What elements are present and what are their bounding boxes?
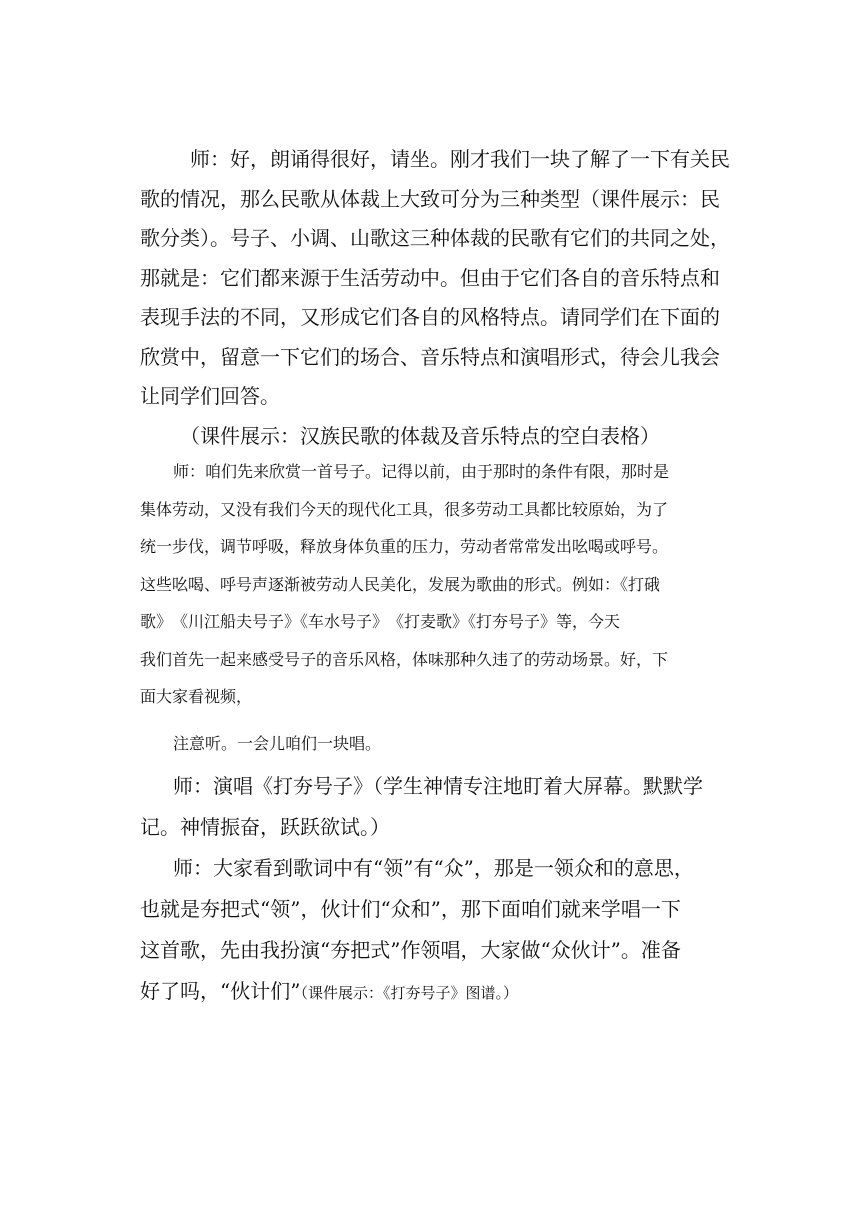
text-line: 歌分类）。号子、小调、山歌这三种体裁的民歌有它们的共同之处， (140, 226, 730, 250)
text-line: 师：好，朗诵得很好，请坐。刚才我们一块了解了一下有关民 (190, 147, 730, 171)
text-line: 歌的情况，那么民歌从体裁上大致可分为三种类型（课件展示：民 (140, 186, 720, 211)
text-line: 歌》 《川江船夫号子》《车水号子》 《打麦歌》《打夯号子》等，今天 (140, 612, 621, 631)
text-line: 也就是夯把式“领”，伙计们“众和”，那下面咱们就来学唱一下 (140, 897, 681, 921)
text-line: （课件展示：汉族民歌的体裁及音乐特点的空白表格） (180, 424, 660, 448)
text-line: 让同学们回答。 (140, 384, 280, 408)
text-line: 师：咱们先来欣赏一首号子。记得以前，由于那时的条件有限，那时是 (173, 462, 670, 481)
text-line: 师：大家看到歌词中有“领”有“众”，那是一领众和的意思， (173, 856, 694, 880)
text-line: 记。神情振奋，跃跃欲试。） (140, 815, 390, 839)
paragraph-haozi-intro (140, 453, 720, 716)
text-line: 欣赏中，留意一下它们的场合、音乐特点和演唱形式，待会儿我会 (140, 344, 720, 369)
paragraph-teacher-intro (140, 140, 730, 417)
text-line: 这首歌，先由我扮演“夯把式”作领唱，大家做“众伙计”。准备 (140, 938, 681, 962)
text-line: 统一步伐，调节呼吸，释放身体负重的压力，劳动者常常发出吆喝或呼号。 (140, 537, 669, 556)
text-line: 表现手法的不同，又形成它们各自的风格特点。请同学们在下面的 (140, 305, 720, 329)
courseware-note: （课件展示：《打夯号子》图谱。） (300, 984, 518, 1002)
paragraph-courseware-table-note (140, 417, 720, 457)
text-line: 面大家看视频， (140, 687, 253, 706)
text-line: 师：演唱《打夯号子》（学生神情专注地盯着大屏幕。默默学 (173, 774, 703, 798)
text-line: 那就是：它们都来源于生活劳动中。但由于它们各自的音乐特点和 (140, 265, 720, 290)
paragraph-listen-note (140, 725, 720, 763)
text-line: 注意听。一会儿咱们一块唱。 (173, 734, 382, 753)
text-line: 我们首先一起来感受号子的音乐风格，体味那种久违了的劳动场景。好，下 (140, 649, 669, 669)
text-line-final (140, 971, 720, 1012)
paragraph-lead-and-chorus (140, 848, 720, 1012)
paragraph-sing-daben (140, 766, 720, 848)
text-line: 这些吆喝、呼号声逐渐被劳动人民美化，发展为歌曲的形式。例如：《打硪 (140, 574, 661, 594)
final-line-text: 好了吗，“伙计们” (140, 979, 301, 1003)
text-line: 集体劳动，又没有我们今天的现代化工具，很多劳动工具都比较原始，为了 (140, 499, 669, 519)
